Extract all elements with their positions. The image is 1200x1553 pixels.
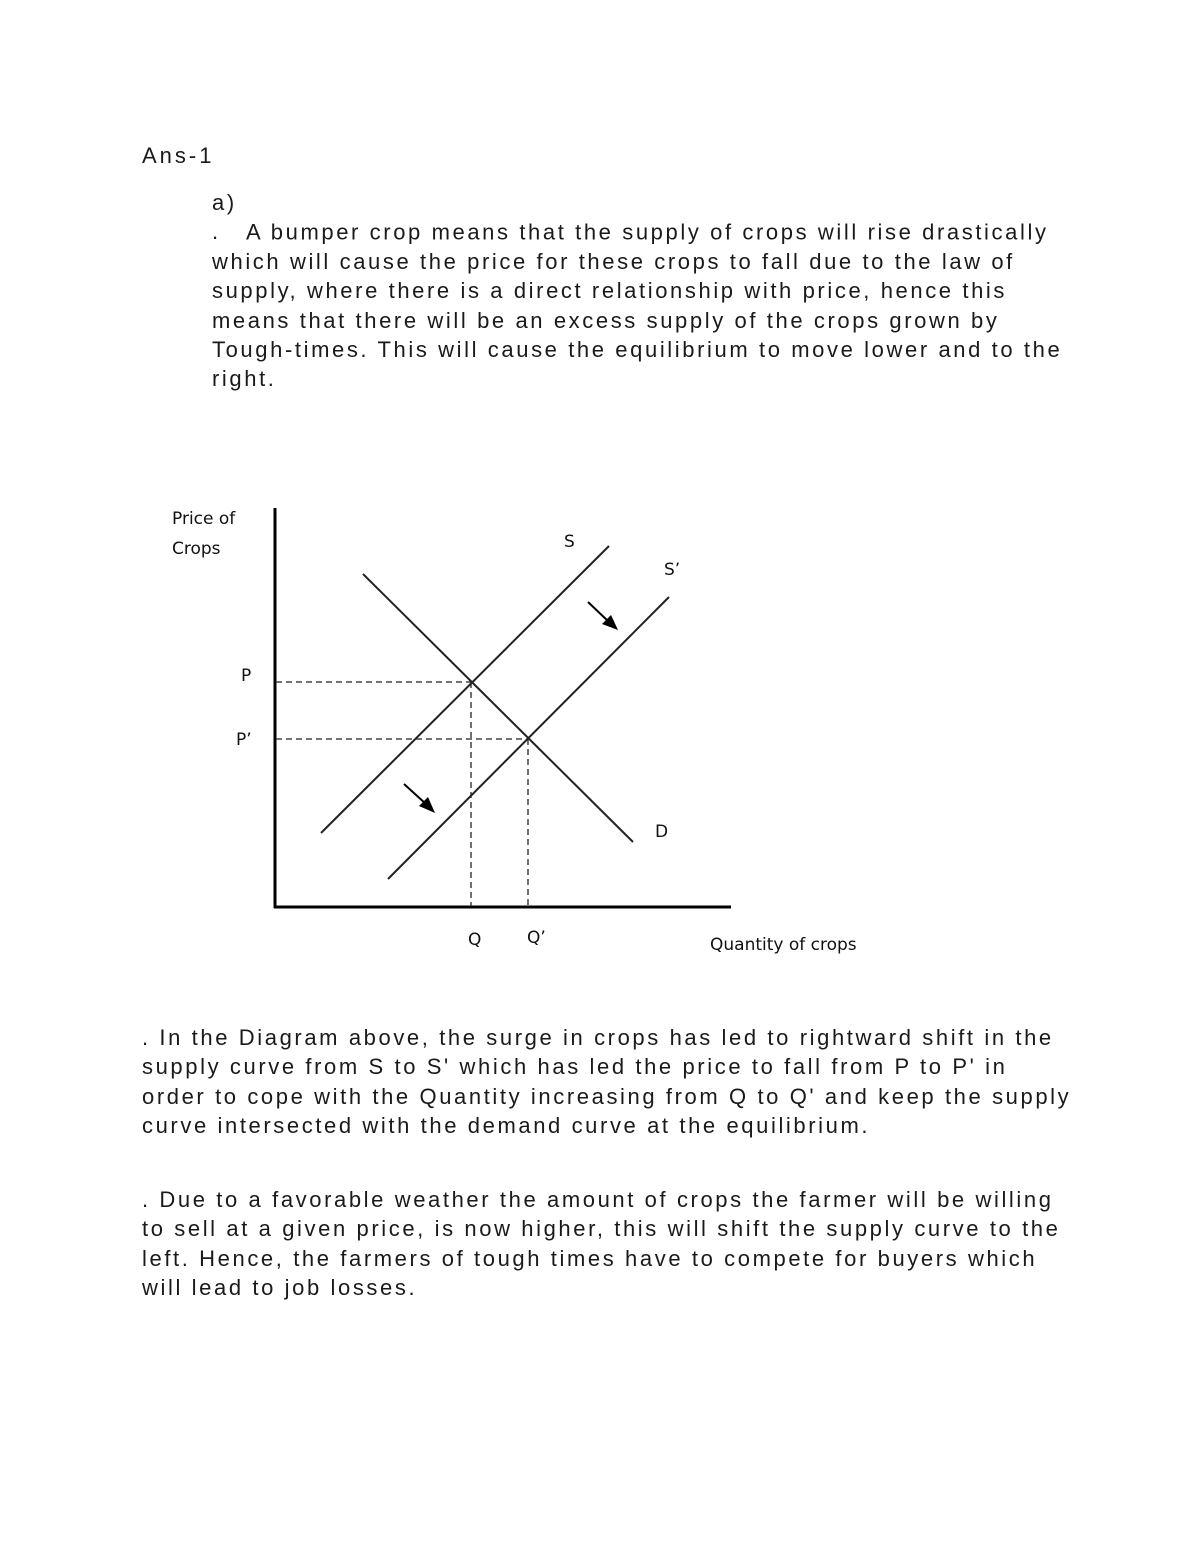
part-a-marker: a) . [212, 190, 237, 245]
x-axis-label: Quantity of crops [710, 935, 857, 955]
y-axis-label-line1: Price of [172, 509, 236, 529]
shift-arrow-upper-icon [588, 602, 618, 630]
weather-explanation-paragraph: . Due to a favorable weather the amount of crops the farmer will be willing to sell at a given price, is now higher, this will shift the supply curve to the left. Hence, the farmers of tough times have to compete for buyers which will lead to job losses. [142, 1187, 1061, 1301]
quantity-label: Q [468, 930, 482, 950]
supply-label: S [564, 532, 575, 552]
shift-arrow-lower-icon [404, 784, 435, 813]
demand-label: D [655, 822, 669, 842]
price-label: P [241, 666, 252, 686]
part-a-text: A bumper crop means that the supply of crops will rise drastically which will cause the price for these crops to fall due to the law of supply, where there is a direct relationship with price, hence this means that there will be an excess supply of the crops grown by Tough-times. This will cause the equilibrium to move lower and to the right. [212, 219, 1063, 392]
answer-heading: Ans-1 [142, 143, 215, 168]
demand-curve [363, 574, 633, 842]
supply-shifted-label: S’ [664, 560, 681, 580]
part-a-paragraph [212, 188, 1082, 394]
supply-curve [321, 546, 609, 833]
price-new-label: P’ [236, 730, 252, 750]
y-axis-label-line2: Crops [172, 539, 221, 559]
quantity-new-label: Q’ [527, 928, 546, 948]
diagram-explanation-paragraph: . In the Diagram above, the surge in crops has led to rightward shift in the supply curve from S to S' which has led the price to fall from P to P' in order to cope with the Quantity increasing from Q to Q' and keep the supply curve intersected with the demand curve at the equilibrium. [142, 1025, 1072, 1139]
supply-demand-diagram [150, 490, 910, 970]
